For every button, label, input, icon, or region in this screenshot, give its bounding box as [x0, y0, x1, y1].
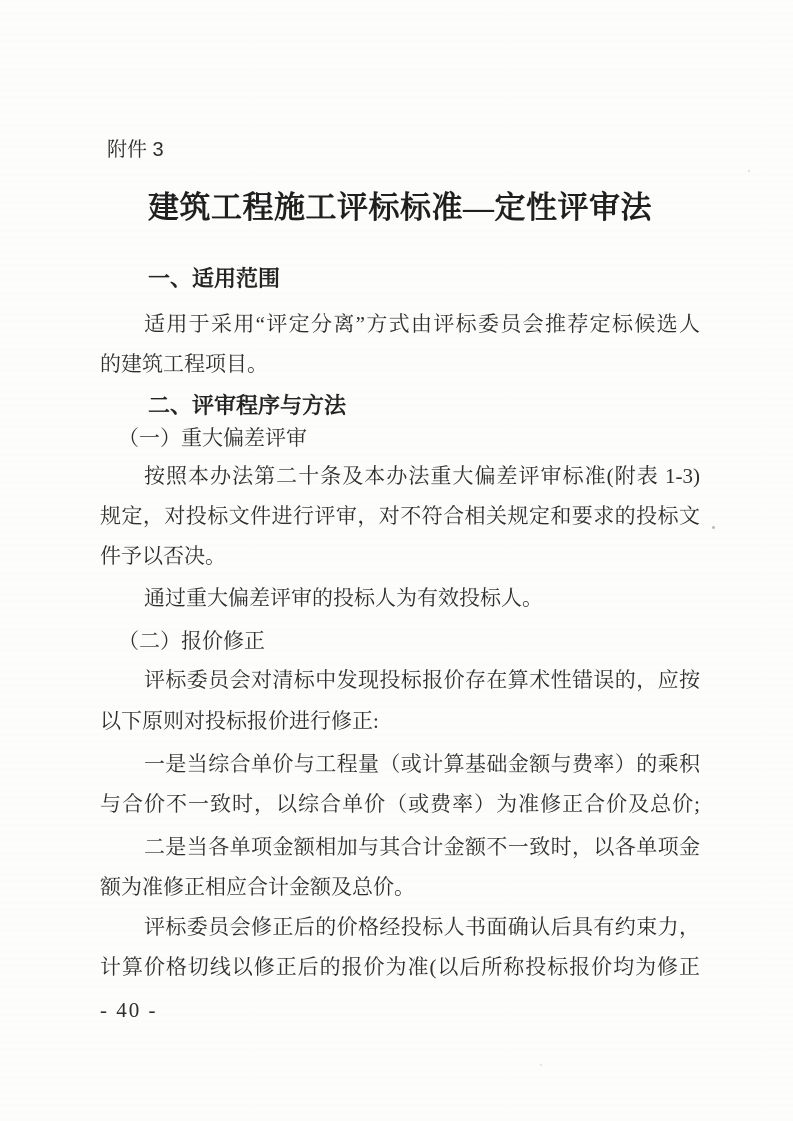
attachment-label: 附件 3 — [107, 139, 164, 161]
body-line: 评标委员会对清标中发现投标报价存在算术性错误的，应按 — [144, 668, 700, 692]
body-line: 额为准修正相应合计金额及总价。 — [100, 875, 415, 899]
document-title: 建筑工程施工评标标准—定性评审法 — [148, 190, 652, 225]
paper-speck — [748, 170, 750, 172]
body-line: 通过重大偏差评审的投标人为有效投标人。 — [144, 586, 543, 610]
page-number: - 40 - — [100, 998, 158, 1022]
section-heading-1: 一、适用范围 — [148, 266, 281, 291]
section-heading-2: 二、评审程序与方法 — [148, 393, 347, 418]
body-line: 一是当综合单价与工程量（或计算基础金额与费率）的乘积 — [144, 752, 700, 776]
body-line: 评标委员会修正后的价格经投标人书面确认后具有约束力， — [144, 915, 700, 939]
body-line: 计算价格切线以修正后的报价为准(以后所称投标报价均为修正 — [100, 955, 700, 979]
body-line: 与合价不一致时，以综合单价（或费率）为准修正合价及总价; — [100, 792, 700, 816]
body-line: 件予以否决。 — [100, 544, 226, 568]
subsection-heading-1: （一）重大偏差评审 — [118, 426, 307, 450]
body-line: 规定，对投标文件进行评审，对不符合相关规定和要求的投标文 — [100, 504, 700, 528]
body-line: 二是当各单项金额相加与其合计金额不一致时，以各单项金 — [144, 835, 700, 859]
subsection-heading-2: （二）报价修正 — [118, 629, 265, 653]
body-line: 以下原则对投标报价进行修正: — [100, 709, 379, 733]
paper-speck — [712, 526, 715, 529]
body-line: 适用于采用“评定分离”方式由评标委员会推荐定标候选人 — [144, 312, 700, 336]
paper-speck — [540, 1064, 542, 1066]
body-line: 按照本办法第二十条及本办法重大偏差评审标准(附表 1-3) — [144, 464, 700, 488]
body-line: 的建筑工程项目。 — [100, 352, 268, 376]
